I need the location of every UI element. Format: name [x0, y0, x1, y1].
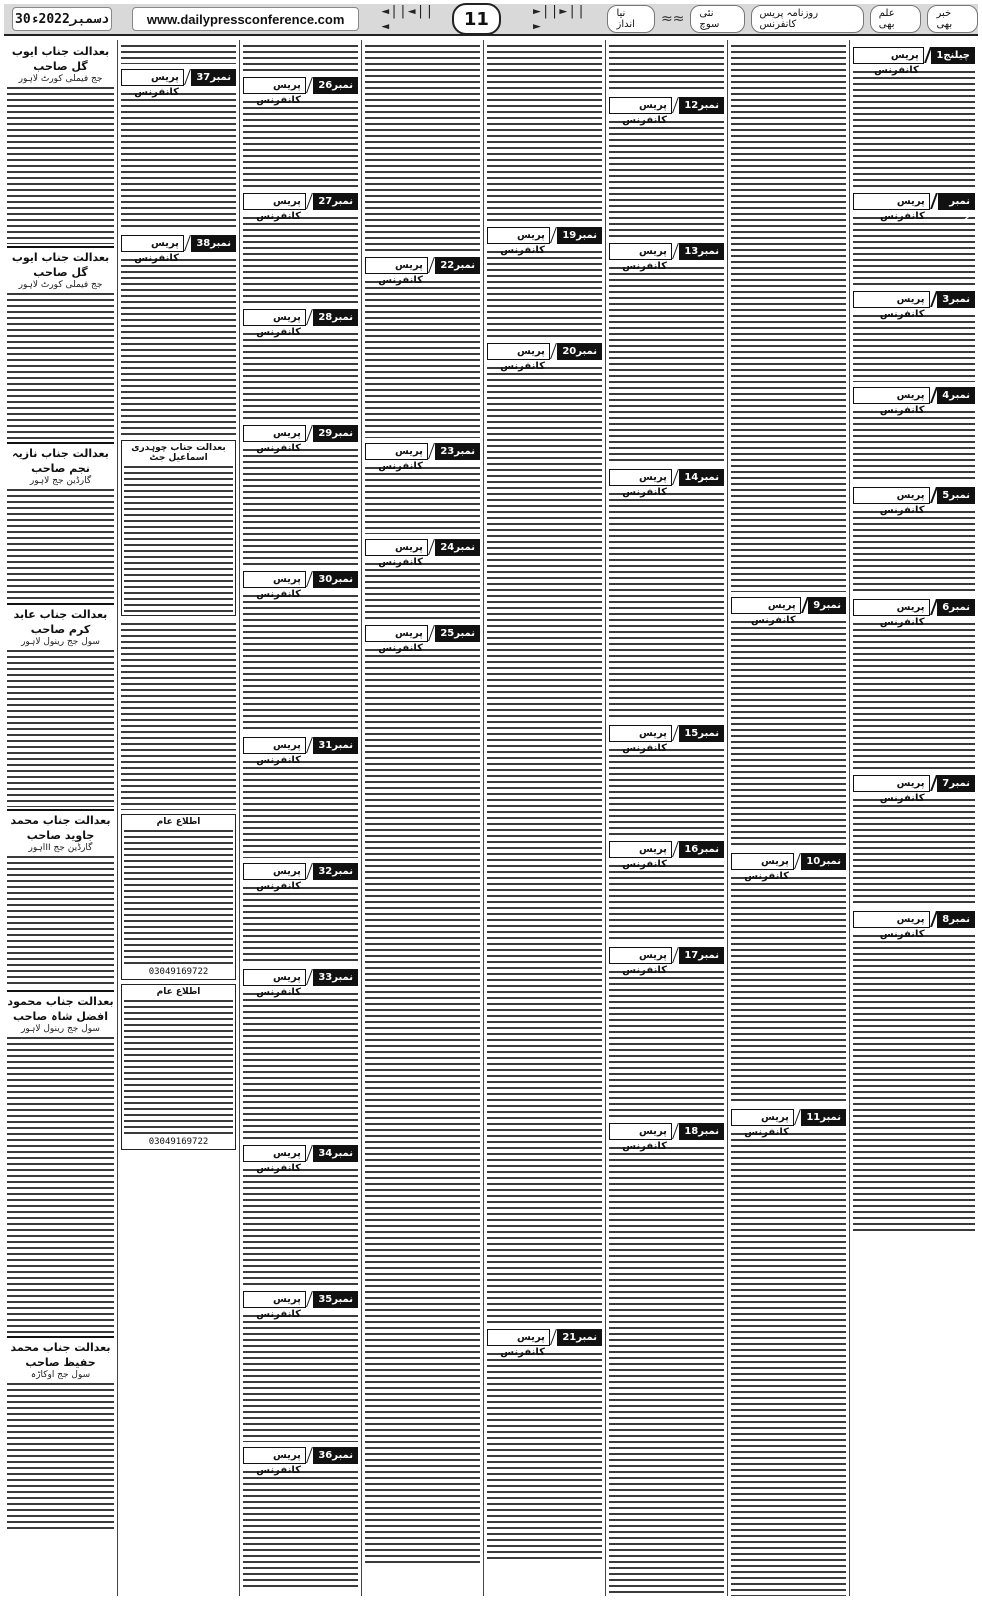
separator	[306, 571, 313, 587]
section-label: پریس کانفرنس	[853, 599, 930, 616]
section-label: پریس کانفرنس	[853, 291, 930, 308]
item-number: نمبر8	[937, 911, 975, 928]
item-number: نمبر32	[313, 863, 358, 880]
press-conference-header	[853, 910, 975, 940]
section-label: پریس کانفرنس	[243, 1291, 306, 1308]
separator	[930, 775, 938, 791]
section-label: پریس کانفرنس	[853, 775, 930, 792]
legal-notice	[7, 42, 114, 248]
article-text	[365, 646, 480, 1566]
article-text	[853, 214, 975, 286]
item-number: نمبر7	[937, 775, 975, 792]
item-number: نمبر13	[679, 243, 724, 260]
separator	[428, 539, 435, 555]
separator	[306, 193, 313, 209]
article-text	[243, 884, 358, 964]
section-label: پریس کانفرنس	[609, 97, 672, 114]
article-text	[609, 490, 724, 720]
section-label: پریس کانفرنس	[243, 571, 306, 588]
press-conference-header	[487, 226, 602, 256]
issue-date: 30دسمبر2022ء	[12, 7, 112, 31]
notice-body	[7, 647, 114, 807]
phone-number: 03049169722	[148, 967, 209, 977]
column-1	[850, 40, 978, 1596]
notice-court: سول جج اوکاڑہ	[30, 1370, 91, 1380]
item-number: نمبر27	[313, 193, 358, 210]
notice-title: بعدالت جناب عابد کرم صاحب	[13, 608, 108, 636]
item-number: نمبر4	[937, 387, 975, 404]
notice-body	[7, 1380, 114, 1530]
section-label: پریس کانفرنس	[487, 1329, 550, 1346]
legal-notice	[7, 605, 114, 811]
press-conference-header	[243, 424, 358, 454]
section-label: پریس کانفرنس	[243, 1145, 306, 1162]
notice-body	[7, 84, 114, 244]
separator	[672, 841, 679, 857]
ad-heading: اطلاع عام	[156, 987, 201, 997]
press-conference-header	[853, 486, 975, 516]
article-text	[243, 1166, 358, 1286]
separator	[930, 487, 938, 503]
notice-court: جج فیملی کورٹ لاہور	[18, 74, 103, 84]
separator	[428, 443, 435, 459]
separator	[306, 737, 313, 753]
press-conference-header	[853, 774, 975, 804]
article-text	[731, 1130, 846, 1596]
press-conference-header	[731, 596, 846, 626]
notice-body	[7, 486, 114, 601]
press-conference-header	[243, 192, 358, 222]
section-label: پریس کانفرنس	[365, 539, 428, 556]
article-text	[853, 312, 975, 382]
item-number: نمبر35	[313, 1291, 358, 1308]
press-conference-header	[853, 598, 975, 628]
press-conference-header	[853, 290, 975, 320]
separator	[428, 625, 435, 641]
section-label: پریس کانفرنس	[243, 1447, 306, 1464]
item-number: نمبر37	[191, 69, 236, 86]
section-label: پریس کانفرنس	[731, 853, 794, 870]
press-conference-header	[243, 1446, 358, 1476]
section-label: پریس کانفرنس	[243, 425, 306, 442]
legal-notice	[7, 444, 114, 605]
article-text	[487, 364, 602, 1324]
article-text	[121, 42, 236, 64]
article-text	[853, 68, 975, 188]
separator	[184, 235, 191, 251]
article-text	[853, 408, 975, 482]
section-label: پریس کانفرنس	[365, 257, 428, 274]
separator	[550, 343, 557, 359]
notice-title: بعدالت جناب محمد حفیظ صاحب	[10, 1341, 111, 1369]
notice-body	[7, 290, 114, 440]
article-text	[243, 98, 358, 188]
press-conference-header	[731, 1108, 846, 1138]
article-text	[243, 758, 358, 858]
separator	[672, 947, 679, 963]
court-ad	[121, 440, 236, 616]
public-notice-ad	[121, 814, 236, 980]
separator	[306, 1145, 313, 1161]
item-number: نمبر 2	[938, 193, 975, 210]
section-label: پریس کانفرنس	[609, 947, 672, 964]
separator	[306, 969, 313, 985]
item-number: نمبر17	[679, 947, 724, 964]
article-text	[243, 42, 358, 72]
item-number: نمبر20	[557, 343, 602, 360]
separator	[930, 599, 938, 615]
item-number: چیلنج1	[931, 47, 975, 64]
section-label: پریس کانفرنس	[609, 243, 672, 260]
decorative-arrows-right: ►||►||►	[532, 4, 586, 34]
article-text	[121, 620, 236, 810]
notice-court: سول جج رینول لاہور	[21, 1024, 100, 1034]
notice-court: گارڈین جج لاہور	[29, 476, 92, 486]
item-number: نمبر18	[679, 1123, 724, 1140]
separator	[930, 387, 938, 403]
column-5	[362, 40, 484, 1596]
section-label: پریس کانفرنس	[609, 1123, 672, 1140]
section-label: پریس کانفرنس	[853, 47, 924, 64]
article-text	[243, 330, 358, 420]
article-text	[243, 446, 358, 566]
tag: خبر بھی	[927, 5, 978, 33]
press-conference-header	[243, 862, 358, 892]
press-conference-header	[731, 852, 846, 882]
legal-notice	[7, 248, 114, 444]
item-number: نمبر31	[313, 737, 358, 754]
ad-heading: بعدالت جناب چوہدری اسماعیل جٹ	[131, 443, 226, 463]
item-number: نمبر28	[313, 309, 358, 326]
press-conference-header	[243, 1290, 358, 1320]
notice-title: بعدالت جناب محمد جاوید صاحب	[10, 814, 111, 842]
article-text	[853, 796, 975, 906]
press-conference-header	[365, 538, 480, 568]
separator	[306, 425, 313, 441]
press-conference-header	[243, 736, 358, 766]
press-conference-header	[365, 442, 480, 472]
article-text	[243, 1468, 358, 1588]
press-conference-header	[609, 840, 724, 870]
press-conference-header	[121, 234, 236, 264]
item-number: نمبر15	[679, 725, 724, 742]
section-label: پریس کانفرنس	[853, 487, 930, 504]
press-conference-header	[487, 1328, 602, 1358]
separator	[672, 469, 679, 485]
columns	[4, 40, 978, 1596]
public-notice-ad	[121, 984, 236, 1150]
column-6	[240, 40, 362, 1596]
notice-title: بعدالت جناب ایوب گل صاحب	[11, 45, 110, 73]
page-header	[4, 4, 978, 36]
separator	[794, 1109, 801, 1125]
section-label: پریس کانفرنس	[243, 309, 306, 326]
item-number: نمبر19	[557, 227, 602, 244]
press-conference-header	[487, 342, 602, 372]
legal-notice	[7, 992, 114, 1338]
section-label: پریس کانفرنس	[365, 443, 428, 460]
tag: نئی سوچ	[690, 5, 744, 33]
item-number: نمبر33	[313, 969, 358, 986]
item-number: نمبر23	[435, 443, 480, 460]
masthead-logo: روزنامہ پریس کانفرنس	[751, 5, 864, 33]
press-conference-header	[121, 68, 236, 98]
item-number: نمبر6	[937, 599, 975, 616]
section-label: پریس کانفرنس	[609, 841, 672, 858]
separator	[672, 1123, 679, 1139]
item-number: نمبر10	[801, 853, 846, 870]
item-number: نمبر3	[937, 291, 975, 308]
decorative-arrows-left: ◄||◄||◄	[381, 4, 435, 34]
section-label: پریس کانفرنس	[243, 863, 306, 880]
separator	[306, 77, 313, 93]
article-text	[243, 1312, 358, 1442]
notice-title: بعدالت جناب نازیہ نجم صاحب	[12, 447, 109, 475]
section-label: پریس کانفرنس	[731, 597, 801, 614]
separator	[306, 1291, 313, 1307]
section-label: پریس کانفرنس	[365, 625, 428, 642]
masthead-tags	[607, 5, 978, 33]
item-number: نمبر29	[313, 425, 358, 442]
article-text	[731, 874, 846, 1104]
separator	[930, 291, 938, 307]
section-label: پریس کانفرنس	[487, 343, 550, 360]
ad-text	[124, 997, 233, 1137]
article-text	[731, 618, 846, 848]
separator	[306, 309, 313, 325]
article-text	[609, 968, 724, 1118]
press-conference-header	[243, 76, 358, 106]
item-number: نمبر21	[557, 1329, 602, 1346]
press-conference-header	[853, 192, 975, 224]
column-4	[484, 40, 606, 1596]
article-text	[243, 214, 358, 304]
legal-notice	[7, 1338, 114, 1532]
press-conference-header	[243, 308, 358, 338]
article-text	[609, 118, 724, 238]
separator	[550, 227, 557, 243]
legal-notice	[7, 811, 114, 992]
press-conference-header	[609, 468, 724, 498]
article-text	[609, 746, 724, 836]
press-conference-header	[609, 1122, 724, 1152]
article-text	[487, 42, 602, 222]
article-text	[609, 42, 724, 92]
separator	[672, 725, 679, 741]
section-label: پریس کانفرنس	[121, 235, 184, 252]
phone-number: 03049169722	[148, 1137, 209, 1147]
article-text	[121, 256, 236, 436]
separator	[306, 1447, 313, 1463]
article-text	[487, 1350, 602, 1560]
item-number: نمبر5	[937, 487, 975, 504]
article-text	[853, 508, 975, 594]
section-label: پریس کانفرنس	[609, 469, 672, 486]
press-conference-header	[365, 256, 480, 286]
item-number: نمبر30	[313, 571, 358, 588]
press-conference-header	[243, 570, 358, 600]
item-number: نمبر11	[801, 1109, 846, 1126]
item-number: نمبر14	[679, 469, 724, 486]
notice-title: بعدالت جناب محمود افضل شاہ صاحب	[7, 995, 114, 1023]
legal-notices-column	[4, 40, 118, 1596]
separator	[794, 853, 801, 869]
item-number: نمبر16	[679, 841, 724, 858]
press-conference-header	[365, 624, 480, 654]
tag: علم بھی	[870, 5, 922, 33]
item-number: نمبر22	[435, 257, 480, 274]
press-conference-header	[243, 968, 358, 998]
item-number: نمبر12	[679, 97, 724, 114]
notice-court: سول جج رینول لاہور	[21, 637, 100, 647]
separator	[672, 243, 679, 259]
ad-text	[124, 827, 233, 967]
section-label: پریس کانفرنس	[243, 77, 306, 94]
section-label: پریس کانفرنس	[121, 69, 184, 86]
section-label: پریس کانفرنس	[853, 387, 930, 404]
separator	[672, 97, 679, 113]
section-label: پریس کانفرنس	[609, 725, 672, 742]
separator	[306, 863, 313, 879]
item-number: نمبر25	[435, 625, 480, 642]
separator	[550, 1329, 557, 1345]
press-conference-header	[609, 96, 724, 126]
press-conference-header	[853, 46, 975, 76]
article-text	[487, 248, 602, 338]
separator	[930, 193, 938, 209]
column-3	[606, 40, 728, 1596]
item-number: نمبر26	[313, 77, 358, 94]
press-conference-header	[609, 242, 724, 272]
section-label: پریس کانفرنس	[853, 193, 930, 210]
item-number: نمبر24	[435, 539, 480, 556]
notice-body	[7, 1034, 114, 1334]
item-number: نمبر9	[808, 597, 846, 614]
section-label: پریس کانفرنس	[731, 1109, 794, 1126]
article-text	[853, 620, 975, 770]
item-number: نمبر38	[191, 235, 236, 252]
notice-title: بعدالت جناب ایوب گل صاحب	[11, 251, 110, 279]
article-text	[243, 592, 358, 732]
article-text	[121, 90, 236, 230]
page-number: 11	[452, 3, 501, 35]
separator	[801, 597, 808, 613]
article-text	[365, 278, 480, 438]
notice-body	[7, 853, 114, 988]
item-number: نمبر36	[313, 1447, 358, 1464]
separator	[924, 47, 931, 63]
ad-heading: اطلاع عام	[156, 817, 201, 827]
ad-text	[124, 463, 233, 613]
item-number: نمبر34	[313, 1145, 358, 1162]
separator	[930, 911, 938, 927]
article-text	[609, 264, 724, 464]
article-text	[609, 1144, 724, 1596]
article-text	[731, 42, 846, 592]
tag: نیا انداز	[607, 5, 654, 33]
section-label: پریس کانفرنس	[853, 911, 930, 928]
article-text	[243, 990, 358, 1140]
separator	[184, 69, 191, 85]
notice-court: جج فیملی کورٹ لاہور	[18, 280, 103, 290]
press-conference-header	[609, 724, 724, 754]
website-url[interactable]: www.dailypressconference.com	[132, 7, 359, 31]
article-text	[609, 862, 724, 942]
article-text	[365, 464, 480, 534]
article-text	[853, 932, 975, 1232]
section-label: پریس کانفرنس	[243, 193, 306, 210]
press-conference-header	[243, 1144, 358, 1174]
section-label: پریس کانفرنس	[243, 737, 306, 754]
wave-icon: ≈≈	[660, 11, 685, 27]
notice-court: گارڈین جج IIاہور	[28, 843, 93, 853]
section-label: پریس کانفرنس	[487, 227, 550, 244]
article-text	[365, 42, 480, 252]
column-2	[728, 40, 850, 1596]
press-conference-header	[853, 386, 975, 416]
section-label: پریس کانفرنس	[243, 969, 306, 986]
separator	[428, 257, 435, 273]
press-conference-header	[609, 946, 724, 976]
column-7	[118, 40, 240, 1596]
